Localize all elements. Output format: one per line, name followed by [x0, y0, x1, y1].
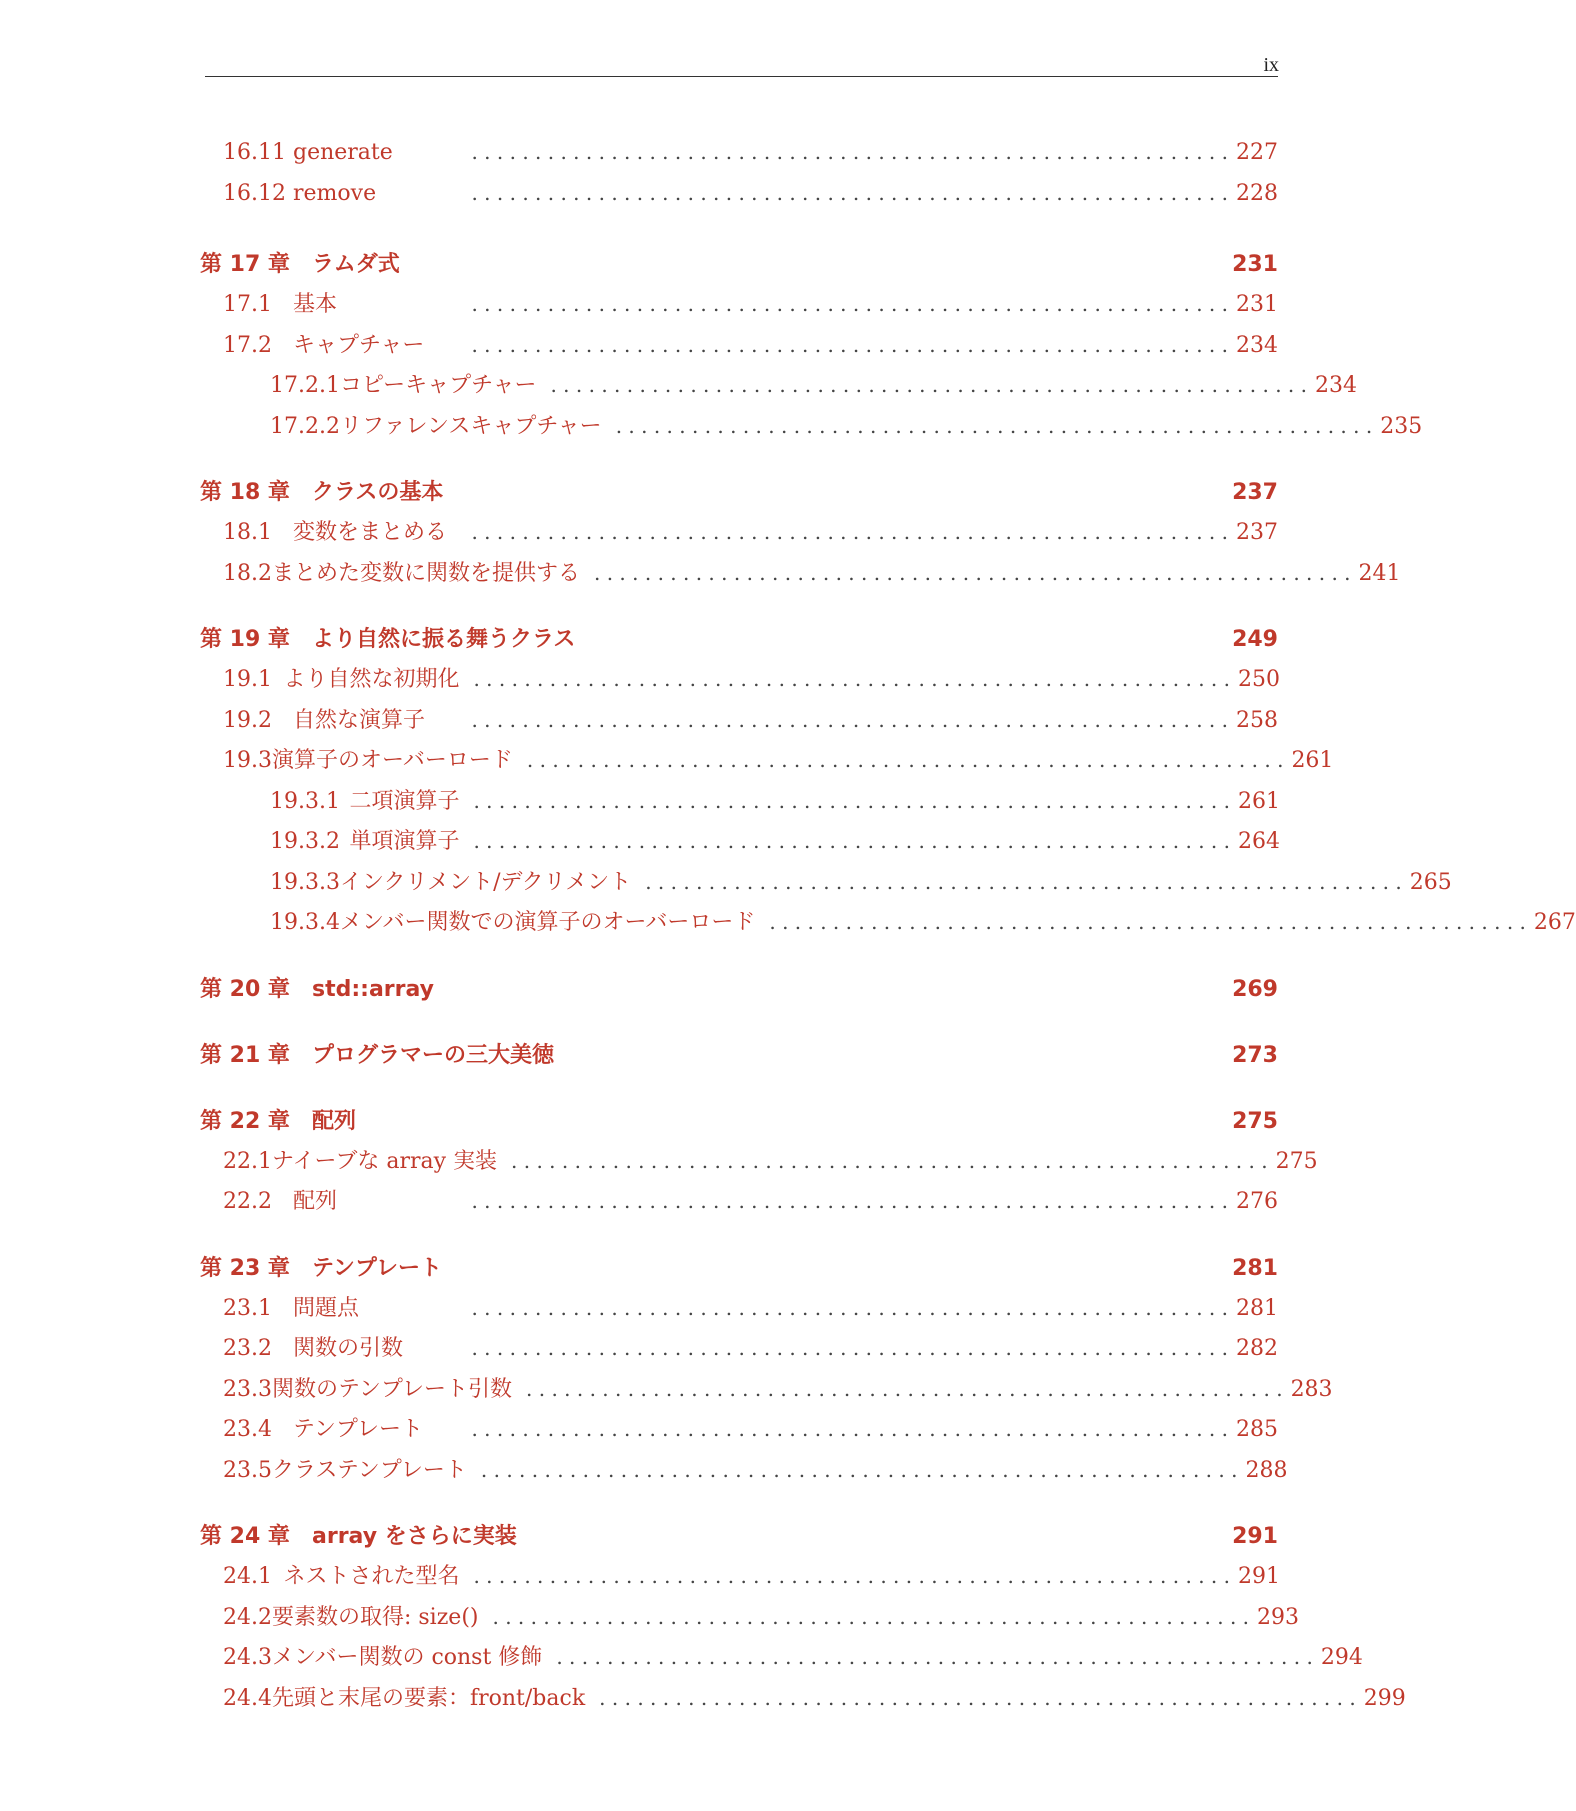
- toc-leader-dots: . . . . . . . . . . . . . . . . . . . . . . . . . . . . . . . . . . . . . . . . . . . . . . . . . . . . . . . . . . . .: [471, 1189, 1228, 1213]
- toc-entry-page: 299: [1363, 1685, 1406, 1711]
- toc-entry-number: 23.2: [223, 1336, 272, 1361]
- toc-entry-page: 261: [1238, 788, 1280, 814]
- toc-entry-page: 294: [1320, 1645, 1363, 1670]
- toc-section-entry[interactable]: [200, 1681, 1406, 1722]
- toc-entry-title: ネストされた型名: [283, 1564, 460, 1589]
- toc-entry-number: 18.2: [223, 560, 272, 586]
- toc-section-entry[interactable]: [200, 743, 1334, 784]
- toc-entry-number: 22.1: [223, 1148, 272, 1174]
- toc-entry-number: 16.12: [223, 180, 286, 206]
- toc-leader-dots: . . . . . . . . . . . . . . . . . . . . . . . . . . . . . . . . . . . . . . . . . . . . . . . . . . . . . . . . . . . .: [526, 1376, 1283, 1401]
- toc-entry-title: クラステンプレート: [271, 1457, 467, 1483]
- toc-section-entry[interactable]: [200, 515, 1278, 556]
- toc-entry-page: 276: [1236, 1189, 1278, 1214]
- toc-entry-number: 24.3: [223, 1645, 272, 1670]
- toc-entry-number: 第 22 章: [200, 1108, 290, 1134]
- toc-entry-page: 237: [1232, 480, 1278, 505]
- toc-entry-page: 264: [1238, 829, 1280, 854]
- toc-entry-number: 第 21 章: [200, 1042, 290, 1068]
- toc-entry-title: キャプチャー: [293, 332, 425, 358]
- toc-entry-number: 第 17 章: [200, 252, 290, 277]
- toc-entry-number: 17.2: [223, 332, 272, 358]
- header-rule: [205, 76, 1278, 77]
- toc-entry-number: 19.3.4: [270, 910, 340, 935]
- toc-entry-number: 19.3.3: [270, 869, 340, 895]
- toc-entry-number: 23.1: [223, 1295, 272, 1321]
- toc-leader-dots: . . . . . . . . . . . . . . . . . . . . . . . . . . . . . . . . . . . . . . . . . . . . . . . . . . . . . . . . . . . .: [471, 140, 1228, 164]
- toc-section-entry[interactable]: [200, 140, 1278, 181]
- toc-entry-page: 285: [1236, 1417, 1278, 1442]
- toc-chapter-entry[interactable]: [200, 1519, 1278, 1559]
- toc-entry-page: 231: [1232, 252, 1278, 277]
- toc-leader-dots: . . . . . . . . . . . . . . . . . . . . . . . . . . . . . . . . . . . . . . . . . . . . . . . . . . . . . . . . . . . .: [471, 292, 1228, 316]
- toc-entry-title: コピーキャプチャー: [339, 373, 537, 398]
- toc-entry-title: ナイーブな array 実装: [271, 1148, 498, 1174]
- table-of-contents: [200, 140, 1576, 1721]
- toc-entry-page: 235: [1380, 413, 1423, 439]
- toc-chapter-entry[interactable]: [200, 972, 1278, 1012]
- toc-chapter-entry[interactable]: [200, 475, 1278, 515]
- toc-entry-title: プログラマーの三大美徳: [312, 1042, 555, 1068]
- toc-entry-number: 第 20 章: [200, 976, 290, 1002]
- toc-entry-number: 16.11: [223, 140, 286, 165]
- toc-leader-dots: . . . . . . . . . . . . . . . . . . . . . . . . . . . . . . . . . . . . . . . . . . . . . . . . . . . . . . . . . . . .: [471, 520, 1228, 544]
- toc-entry-title: まとめた変数に関数を提供する: [271, 560, 580, 586]
- toc-entry-number: 23.4: [223, 1417, 272, 1442]
- toc-entry-title: リファレンスキャプチャー: [339, 413, 602, 439]
- toc-entry-title: 配列: [293, 1189, 338, 1214]
- toc-entry-title: 単項演算子: [349, 829, 460, 854]
- toc-leader-dots: . . . . . . . . . . . . . . . . . . . . . . . . . . . . . . . . . . . . . . . . . . . . . . . . . . . . . . . . . . . .: [473, 829, 1230, 853]
- toc-entry-page: 265: [1409, 869, 1452, 895]
- toc-chapter-entry[interactable]: [200, 1104, 1278, 1144]
- toc-entry-page: 231: [1236, 292, 1278, 317]
- toc-entry-number: 第 18 章: [200, 480, 290, 505]
- toc-section-entry[interactable]: [200, 1640, 1363, 1681]
- toc-entry-page: 261: [1291, 748, 1334, 773]
- toc-entry-number: 24.2: [223, 1604, 272, 1630]
- toc-section-entry[interactable]: [200, 1144, 1318, 1185]
- toc-entry-title: 先頭と末尾の要素：front/back: [271, 1685, 586, 1711]
- toc-entry-number: 19.3.1: [270, 788, 340, 814]
- toc-section-entry[interactable]: [200, 556, 1401, 597]
- toc-subsection-entry[interactable]: [200, 409, 1423, 450]
- toc-subsection-entry[interactable]: [200, 368, 1357, 409]
- toc-leader-dots: . . . . . . . . . . . . . . . . . . . . . . . . . . . . . . . . . . . . . . . . . . . . . . . . . . . . . . . . . . . .: [471, 1336, 1228, 1360]
- toc-entry-title: クラスの基本: [312, 480, 444, 505]
- toc-entry-number: 19.1: [223, 667, 272, 692]
- page-number: ix: [1263, 54, 1279, 76]
- toc-entry-title: テンプレート: [312, 1255, 443, 1281]
- toc-subsection-entry[interactable]: [200, 905, 1576, 946]
- toc-entry-page: 237: [1236, 520, 1278, 545]
- toc-leader-dots: . . . . . . . . . . . . . . . . . . . . . . . . . . . . . . . . . . . . . . . . . . . . . . . . . . . . . . . . . . . .: [473, 788, 1230, 813]
- toc-leader-dots: . . . . . . . . . . . . . . . . . . . . . . . . . . . . . . . . . . . . . . . . . . . . . . . . . . . . . . . . . . . .: [769, 910, 1526, 934]
- toc-section-entry[interactable]: [200, 1412, 1278, 1453]
- toc-section-entry[interactable]: [200, 1291, 1278, 1332]
- toc-chapter-entry[interactable]: [200, 247, 1278, 287]
- toc-entry-title: 二項演算子: [349, 788, 460, 814]
- toc-leader-dots: . . . . . . . . . . . . . . . . . . . . . . . . . . . . . . . . . . . . . . . . . . . . . . . . . . . . . . . . . . . .: [492, 1604, 1250, 1629]
- toc-entry-page: 249: [1232, 627, 1278, 652]
- toc-leader-dots: . . . . . . . . . . . . . . . . . . . . . . . . . . . . . . . . . . . . . . . . . . . . . . . . . . . . . . . . . . . .: [473, 1564, 1230, 1588]
- toc-entry-page: 288: [1245, 1457, 1288, 1483]
- toc-section-entry[interactable]: [200, 1331, 1278, 1372]
- toc-entry-number: 19.2: [223, 707, 272, 733]
- toc-subsection-entry[interactable]: [200, 865, 1452, 906]
- toc-entry-title: std::array: [312, 976, 435, 1002]
- toc-leader-dots: . . . . . . . . . . . . . . . . . . . . . . . . . . . . . . . . . . . . . . . . . . . . . . . . . . . . . . . . . . . .: [594, 560, 1351, 585]
- toc-entry-page: 258: [1236, 707, 1278, 733]
- toc-entry-title: 関数の引数: [293, 1336, 404, 1361]
- toc-entry-title: メンバー関数での演算子のオーバーロード: [339, 910, 756, 935]
- toc-entry-page: 291: [1238, 1564, 1280, 1589]
- toc-leader-dots: . . . . . . . . . . . . . . . . . . . . . . . . . . . . . . . . . . . . . . . . . . . . . . . . . . . . . . . . . . . .: [645, 869, 1402, 894]
- toc-section-entry[interactable]: [200, 662, 1278, 703]
- toc-entry-title: メンバー関数の const 修飾: [271, 1645, 543, 1670]
- toc-entry-page: 269: [1232, 976, 1278, 1002]
- toc-entry-title: 配列: [312, 1108, 357, 1134]
- toc-entry-page: 228: [1236, 180, 1278, 206]
- toc-entry-title: 演算子のオーバーロード: [271, 748, 513, 773]
- toc-entry-page: 227: [1236, 140, 1278, 165]
- toc-entry-title: 問題点: [293, 1295, 360, 1321]
- toc-leader-dots: . . . . . . . . . . . . . . . . . . . . . . . . . . . . . . . . . . . . . . . . . . . . . . . . . . . . . . . . . . . .: [471, 332, 1228, 357]
- toc-leader-dots: . . . . . . . . . . . . . . . . . . . . . . . . . . . . . . . . . . . . . . . . . . . . . . . . . . . . . . . . . . . .: [471, 707, 1228, 732]
- toc-entry-title: インクリメント/デクリメント: [339, 869, 632, 895]
- toc-section-entry[interactable]: [200, 181, 1278, 222]
- toc-section-entry[interactable]: [200, 1184, 1278, 1225]
- toc-entry-number: 24.4: [223, 1685, 272, 1711]
- toc-section-entry[interactable]: [200, 1600, 1300, 1641]
- toc-entry-page: 283: [1290, 1376, 1333, 1402]
- toc-section-entry[interactable]: [200, 287, 1278, 328]
- toc-entry-page: 281: [1236, 1295, 1278, 1321]
- toc-entry-title: 関数のテンプレート引数: [271, 1376, 513, 1402]
- toc-section-entry[interactable]: [200, 1559, 1278, 1600]
- toc-entry-page: 291: [1232, 1524, 1278, 1549]
- toc-chapter-entry[interactable]: [200, 1038, 1278, 1078]
- toc-entry-page: 241: [1358, 560, 1401, 586]
- toc-entry-number: 17.2.2: [270, 413, 340, 439]
- toc-leader-dots: . . . . . . . . . . . . . . . . . . . . . . . . . . . . . . . . . . . . . . . . . . . . . . . . . . . . . . . . . . . .: [556, 1645, 1313, 1669]
- toc-leader-dots: . . . . . . . . . . . . . . . . . . . . . . . . . . . . . . . . . . . . . . . . . . . . . . . . . . . . . . . . . . . .: [599, 1685, 1356, 1710]
- toc-leader-dots: . . . . . . . . . . . . . . . . . . . . . . . . . . . . . . . . . . . . . . . . . . . . . . . . . . . . . . . . . . . .: [526, 748, 1284, 772]
- toc-entry-number: 18.1: [223, 520, 272, 545]
- toc-entry-number: 第 24 章: [200, 1524, 290, 1549]
- toc-entry-page: 250: [1238, 667, 1280, 692]
- toc-entry-number: 23.3: [223, 1376, 272, 1402]
- toc-subsection-entry[interactable]: [200, 784, 1278, 825]
- toc-entry-number: 22.2: [223, 1189, 272, 1214]
- toc-leader-dots: . . . . . . . . . . . . . . . . . . . . . . . . . . . . . . . . . . . . . . . . . . . . . . . . . . . . . . . . . . . .: [480, 1457, 1238, 1482]
- toc-entry-title: より自然に振る舞うクラス: [312, 627, 576, 652]
- toc-entry-page: 234: [1236, 332, 1278, 358]
- toc-entry-title: より自然な初期化: [283, 667, 460, 692]
- toc-leader-dots: . . . . . . . . . . . . . . . . . . . . . . . . . . . . . . . . . . . . . . . . . . . . . . . . . . . . . . . . . . . .: [471, 1295, 1228, 1320]
- toc-leader-dots: . . . . . . . . . . . . . . . . . . . . . . . . . . . . . . . . . . . . . . . . . . . . . . . . . . . . . . . . . . . .: [550, 373, 1307, 397]
- toc-section-entry[interactable]: [200, 1372, 1333, 1413]
- toc-entry-number: 23.5: [223, 1457, 272, 1483]
- toc-leader-dots: . . . . . . . . . . . . . . . . . . . . . . . . . . . . . . . . . . . . . . . . . . . . . . . . . . . . . . . . . . . .: [471, 1417, 1228, 1441]
- toc-entry-number: 17.2.1: [270, 373, 340, 398]
- toc-entry-title: 自然な演算子: [293, 707, 426, 733]
- toc-leader-dots: . . . . . . . . . . . . . . . . . . . . . . . . . . . . . . . . . . . . . . . . . . . . . . . . . . . . . . . . . . . .: [473, 667, 1230, 691]
- toc-entry-title: 基本: [293, 292, 338, 317]
- toc-entry-title: remove: [293, 180, 377, 206]
- toc-chapter-entry[interactable]: [200, 1251, 1278, 1291]
- toc-entry-page: 234: [1315, 373, 1357, 398]
- toc-entry-number: 19.3.2: [270, 829, 340, 854]
- toc-entry-title: テンプレート: [293, 1417, 424, 1442]
- toc-leader-dots: . . . . . . . . . . . . . . . . . . . . . . . . . . . . . . . . . . . . . . . . . . . . . . . . . . . . . . . . . . . .: [615, 413, 1373, 438]
- toc-entry-page: 293: [1257, 1604, 1300, 1630]
- toc-entry-title: generate: [293, 140, 393, 165]
- toc-section-entry[interactable]: [200, 328, 1278, 369]
- toc-entry-title: 要素数の取得: size(): [271, 1604, 479, 1630]
- toc-entry-number: 第 19 章: [200, 627, 290, 652]
- toc-entry-page: 273: [1232, 1042, 1278, 1068]
- toc-leader-dots: . . . . . . . . . . . . . . . . . . . . . . . . . . . . . . . . . . . . . . . . . . . . . . . . . . . . . . . . . . . .: [471, 180, 1228, 205]
- toc-entry-page: 282: [1236, 1336, 1278, 1361]
- toc-entry-title: 変数をまとめる: [293, 520, 448, 545]
- toc-entry-number: 17.1: [223, 292, 272, 317]
- toc-entry-page: 275: [1232, 1108, 1278, 1134]
- toc-leader-dots: . . . . . . . . . . . . . . . . . . . . . . . . . . . . . . . . . . . . . . . . . . . . . . . . . . . . . . . . . . . .: [511, 1148, 1268, 1173]
- toc-section-entry[interactable]: [200, 703, 1278, 744]
- toc-entry-number: 19.3: [223, 748, 272, 773]
- toc-entry-title: ラムダ式: [312, 252, 400, 277]
- toc-entry-page: 267: [1533, 910, 1576, 935]
- toc-entry-page: 275: [1275, 1148, 1318, 1174]
- toc-chapter-entry[interactable]: [200, 622, 1278, 662]
- toc-section-entry[interactable]: [200, 1453, 1288, 1494]
- toc-entry-page: 281: [1232, 1255, 1278, 1281]
- toc-entry-number: 第 23 章: [200, 1255, 290, 1281]
- toc-subsection-entry[interactable]: [200, 824, 1278, 865]
- toc-entry-title: array をさらに実装: [312, 1524, 517, 1549]
- toc-entry-number: 24.1: [223, 1564, 272, 1589]
